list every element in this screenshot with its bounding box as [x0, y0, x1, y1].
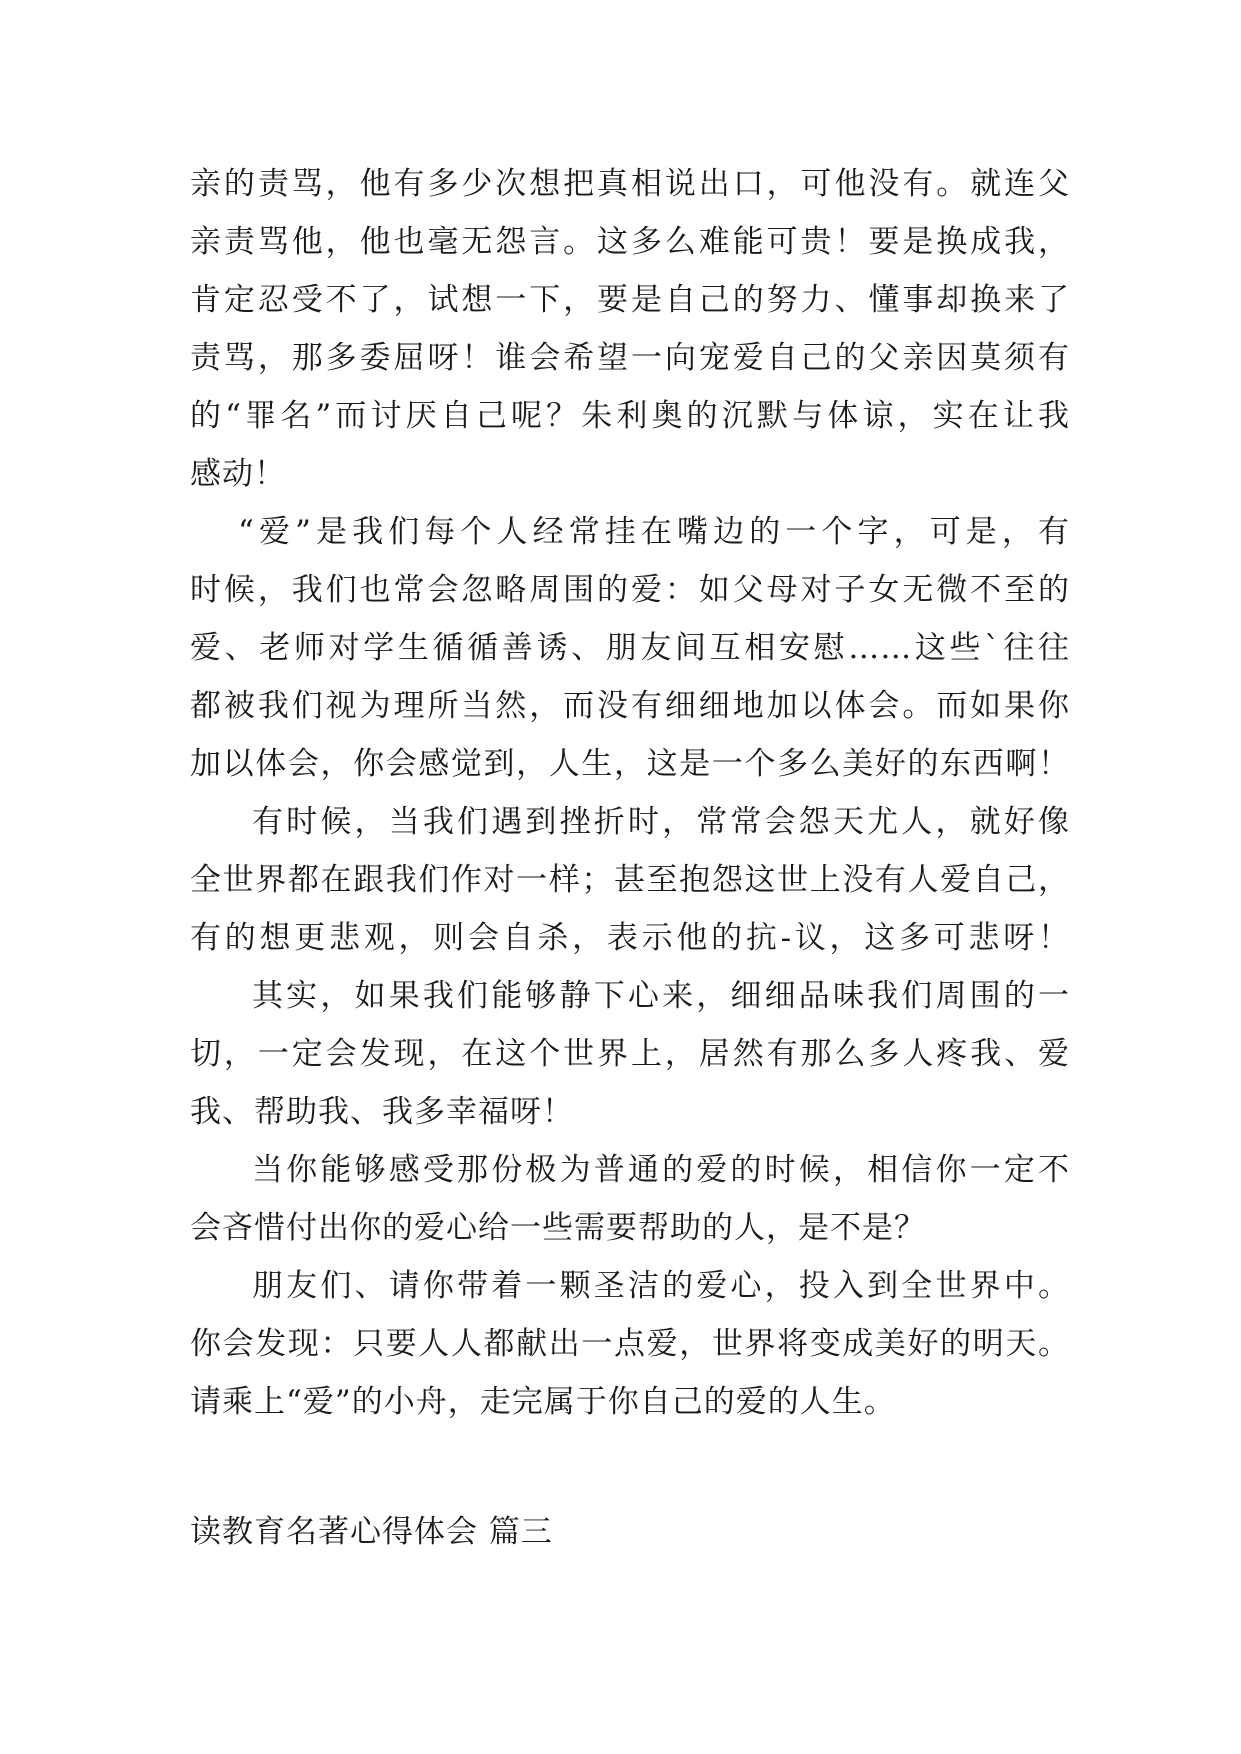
- paragraph-start-line: 其实，如果我们能够静下心来，细细品味我们周围的一: [252, 978, 1070, 1014]
- text-line: 我、帮助我、我多幸福呀！: [190, 1094, 574, 1130]
- section-heading: 读教育名著心得体会 篇三: [190, 1514, 553, 1550]
- text-line: 全世界都在跟我们作对一样；甚至抱怨这世上没有人爱自己，: [190, 862, 1070, 898]
- text-line: 肯定忍受不了，试想一下，要是自己的努力、懂事却换来了: [190, 282, 1070, 318]
- text-line: 你会发现：只要人人都献出一点爱，世界将变成美好的明天。: [190, 1326, 1070, 1362]
- text-line: 切，一定会发现，在这个世界上，居然有那么多人疼我、爱: [190, 1036, 1070, 1072]
- text-line: 亲责骂他，他也毫无怨言。这多么难能可贵！要是换成我，: [190, 224, 1070, 260]
- text-line: 有的想更悲观，则会自杀，表示他的抗-议，这多可悲呀！: [190, 920, 1070, 956]
- text-line: 亲的责骂，他有多少次想把真相说出口，可他没有。就连父: [190, 166, 1070, 202]
- text-line: 爱、老师对学生循循善诱、朋友间互相安慰……这些`往往: [190, 630, 1070, 666]
- paragraph-start-line: 当你能够感受那份极为普通的爱的时候，相信你一定不: [252, 1152, 1070, 1188]
- paragraph-start-line: “爱”是我们每个人经常挂在嘴边的一个字，可是，有: [238, 514, 1070, 550]
- text-line: 责骂，那多委屈呀！谁会希望一向宠爱自己的父亲因莫须有: [190, 340, 1070, 376]
- text-line: 都被我们视为理所当然，而没有细细地加以体会。而如果你: [190, 688, 1070, 724]
- text-line: 会吝惜付出你的爱心给一些需要帮助的人，是不是？: [190, 1210, 926, 1246]
- text-line: 的“罪名”而讨厌自己呢？朱利奥的沉默与体谅，实在让我: [190, 398, 1070, 434]
- paragraph-start-line: 朋友们、请你带着一颗圣洁的爱心，投入到全世界中。: [252, 1268, 1070, 1304]
- text-line: 请乘上“爱”的小舟，走完属于你自己的爱的人生。: [190, 1384, 896, 1420]
- paragraph-start-line: 有时候，当我们遇到挫折时，常常会怨天尤人，就好像: [252, 804, 1070, 840]
- text-line: 加以体会，你会感觉到，人生，这是一个多么美好的东西啊！: [190, 746, 1070, 782]
- text-line: 时候，我们也常会忽略周围的爱：如父母对子女无微不至的: [190, 572, 1070, 608]
- text-line: 感动！: [190, 456, 286, 492]
